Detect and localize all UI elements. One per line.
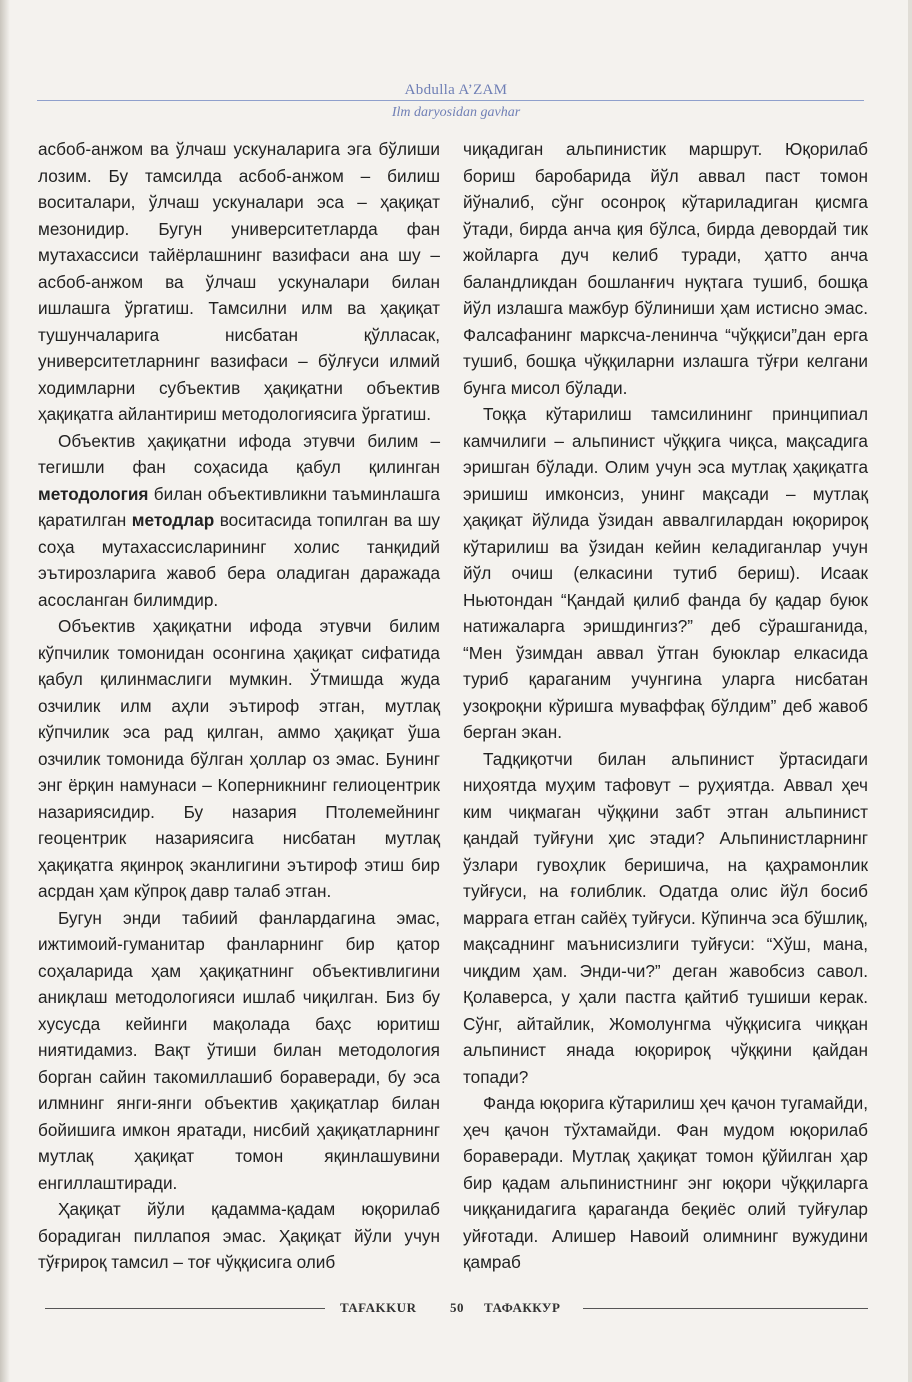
text-run: билан объективликни таъминлашга қаратилган <box>38 483 440 530</box>
text-run: Объектив ҳақиқатни ифода этувчи билим – тегишли фан соҳасида қабул қилинган <box>38 430 440 477</box>
page-edge-shadow <box>0 0 10 1382</box>
header-author: Abdulla A’ZAM <box>404 82 508 98</box>
footer-rule-left <box>45 1308 325 1309</box>
paragraph: Ҳақиқат йўли қадамма-қадам юқорилаб борадиган пиллапоя эмас. Ҳақиқат йўли учун тўғрироқ тамсил – тоғ чўққисига олиб <box>38 1199 440 1272</box>
header-subtitle: Ilm daryosidan gavhar <box>391 105 521 120</box>
bold-term-methodology: методология <box>38 483 149 504</box>
footer-rule-right <box>583 1308 868 1309</box>
page-footer <box>0 1298 912 1318</box>
running-header <box>0 80 912 122</box>
header-rule <box>37 100 864 101</box>
paragraph: Фанда юқорига кўтарилиш ҳеч қачон тугамайди, ҳеч қачон тўхтамайди. Фан мудом юқорилаб бораверади. Мутлақ ҳақиқат томон қўйилган ҳар бир қадам альпинистнинг энг юқори чўққиларга чиққанидагига қараганда беқиёс олий туйғулар уйғотади. Алишер Навоий олимнинг вужудини қамраб <box>463 1093 868 1272</box>
page-number: 50 <box>450 1300 464 1315</box>
paragraph: Тадқиқотчи билан альпинист ўртасидаги ниҳоятда муҳим тафовут – руҳиятда. Аввал ҳеч ким чиқмаган чўққини забт этган альпинист қандай туйғуни ҳис этади? Альпинистларнинг ўзлари гувоҳлик беришича, на қаҳрамонлик туйғуси, на ғолиблик. Одатда олис йўл босиб маррага етган сайёҳ туйғуси. Кўпинча эса бўшлиқ, мақсаднинг маънисизлиги туйғуси: “Хўш, мана, чиқдим ҳам. Энди-чи?” деган жавобсиз савол. Қолаверса, у ҳали пастга қайтиб тушиши керак. Сўнг, айтайлик, Жомолунгма чўққисига чиққан альпинист янада юқорироқ чўққини қайдан топади? <box>463 748 868 1087</box>
paragraph: Объектив ҳақиқатни ифода этувчи билим кўпчилик томонидан осонгина ҳақиқат сифатида қабул қилинмаслиги мумкин. Ўтмишда жуда озчилик илм аҳли эътироф этган, мутлақ кўпчилик эса рад қилган, аммо ҳақиқат ўша озчилик томонида бўлган ҳоллар оз эмас. Бунинг энг ёрқин намунаси – Коперникнинг гелиоцентрик назариясидир. Бу назария Птолемейнинг геоцентрик назариясига нисбатан мутлақ ҳақиқатга яқинроқ эканлигини эътироф этиш бир асрдан ҳам кўпроқ давр талаб этган. <box>38 616 440 901</box>
footer-label-latin: TAFAKKUR <box>340 1300 417 1315</box>
paragraph: Тоққа кўтарилиш тамсилининг принципиал камчилиги – альпинист чўққига чиқса, мақсадига эришган бўлади. Олим учун эса мутлақ ҳақиқатга эришиш имконсиз, унинг мақсади – мутлақ ҳақиқат йўлида ўзидан аввалгилардан юқорироқ кўтарилиш ва ўзидан кейин келадиганлар учун йўл очиш (елкасини тутиб бериш). Исаак Ньютондан “Қандай қилиб фанда бу қадар буюк натижаларга эришдингиз?” деб сўрашганида, “Мен ўзимдан аввал ўтган буюклар елкасида туриб қараганим учунгина уларга нисбатан узоқроқни кўришга муваффақ бўлдим” деб жавоб берган экан. <box>463 404 868 742</box>
bold-term-methods: методлар <box>131 510 215 530</box>
right-column <box>463 136 868 1276</box>
footer-label-cyrillic: ТАФАККУР <box>484 1300 561 1315</box>
page-right-edge <box>908 0 912 1382</box>
paragraph: Бугун энди табиий фанлардагина эмас, ижтимоий-гуманитар фанларнинг бир қатор соҳаларида ҳам ҳақиқатнинг объективлигини аниқлаш методологияси ишлаб чиқилган. Биз бу хусусда кейинги мақолада баҳс юритиш ниятидамиз. Вақт ўтиши билан методология борган сайин такомиллашиб бораверади, бу эса илмнинг янги-янги объектив ҳақиқатлар билан бойишига имкон яратади, нисбий ҳақиқатларнинг мутлақ ҳақиқат томон яқинлашувини енгиллаштиради. <box>38 907 440 1193</box>
text-run: воситасида топилган ва шу соҳа мутахассисларининг холис танқидий эътирозларига жавоб бера оладиган даражада асосланган билимдир. <box>38 510 440 610</box>
paragraph: чиқадиган альпинистик маршрут. Юқорилаб бориш баробарида йўл аввал паст томон йўналиб, сўнг осонроқ кўтариладиган қисмга ўтади, бирда анча қия бўлса, бирда девордай тик жойларга дуч келиб туради, ҳатто анча баландликдан бошланғич нуқтага тушиб, бошқа йўл излашга мажбур бўлиниши ҳам истисно эмас. Фалсафанинг марксча-ленинча “чўққиси”дан ерга тушиб, бошқа чўққиларни излашга тўғри келгани бунга мисол бўлади. <box>463 139 868 398</box>
paragraph <box>38 428 440 614</box>
left-column <box>38 136 440 1276</box>
paragraph: асбоб-анжом ва ўлчаш ускуналарига эга бўлиши лозим. Бу тамсилда асбоб-анжом – билиш воситалари, ўлчаш ускуналари эса – ҳақиқат мезонидир. Бугун университетларда фан мутахассиси тайёрлашнинг вазифаси ана шу – асбоб-анжом ва ўлчаш ускуналари билан ишлашга ўргатиш. Тамсилни илм ва ҳақиқат тушунчаларига нисбатан қўлласак, университетларнинг вазифаси – бўлғуси илмий ходимларни субъектив ҳақиқатни объектив ҳақиқатга айлантириш методологиясига ўргатиш. <box>38 139 440 424</box>
